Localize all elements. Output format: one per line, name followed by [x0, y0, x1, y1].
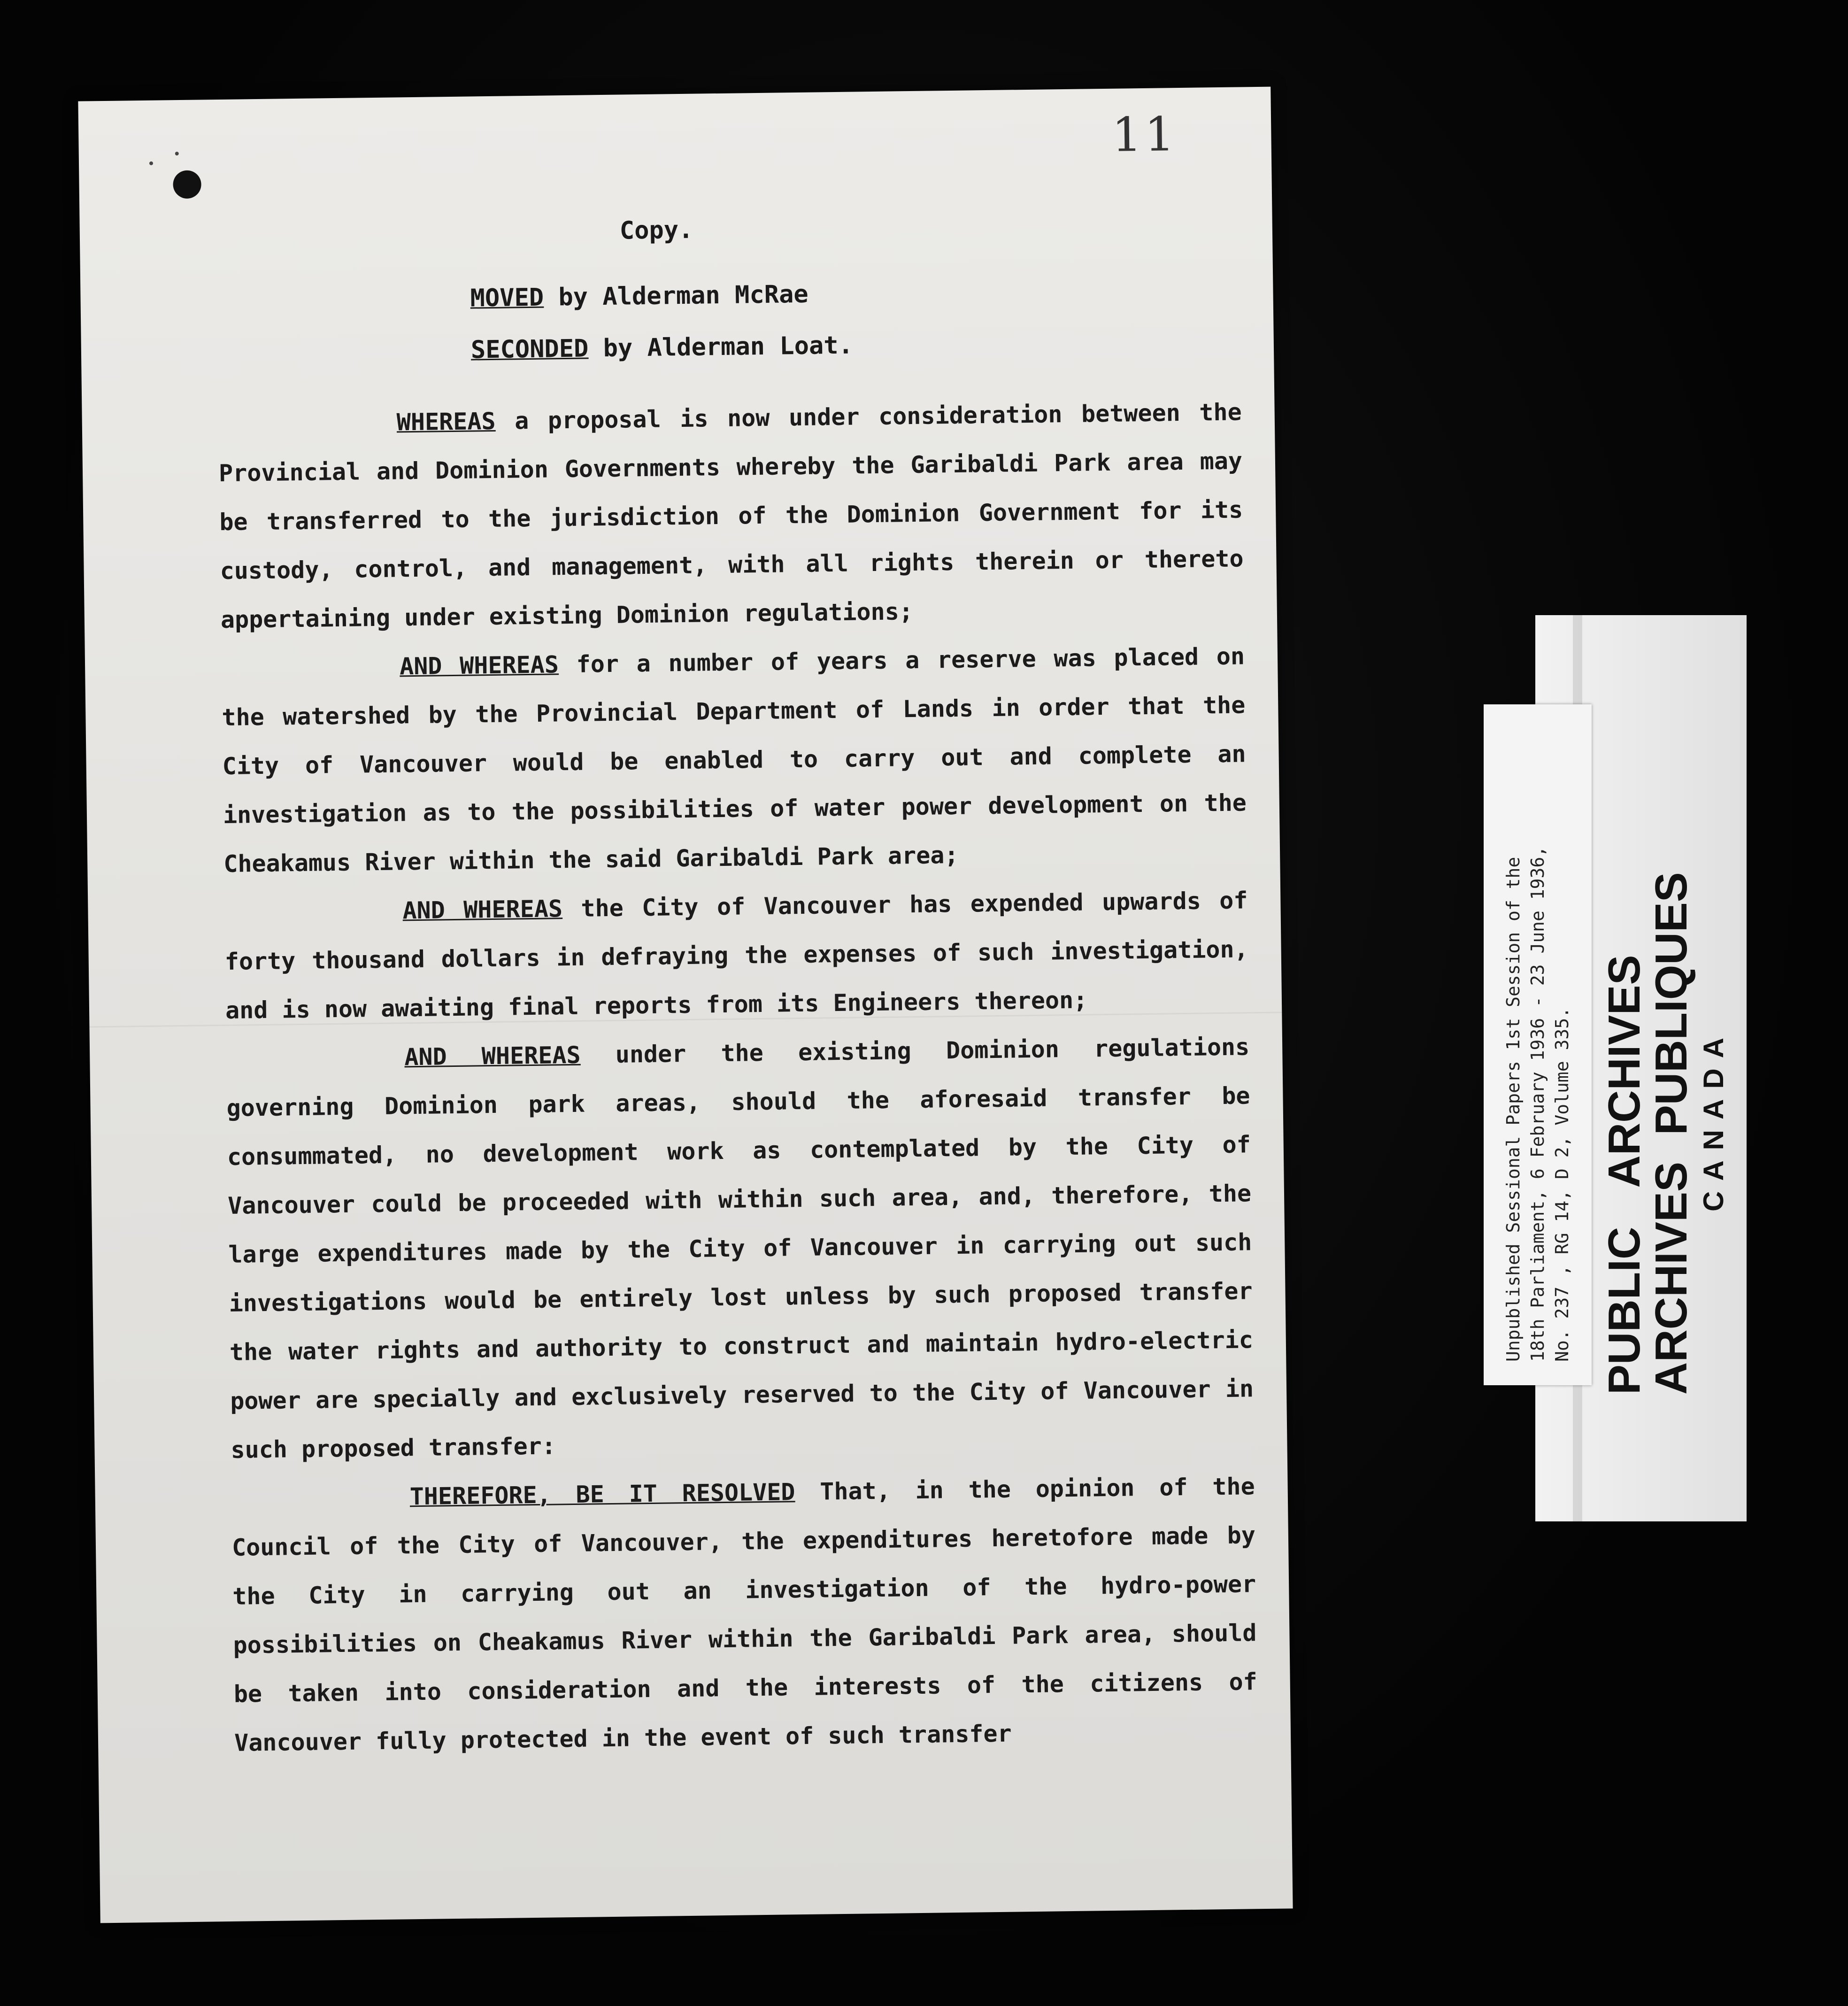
resolved-paragraph: [231, 1462, 1258, 1767]
document-page: [78, 87, 1293, 1923]
seconded-by-name: by Alderman Loat.: [588, 331, 854, 363]
resolution-body: [218, 387, 1258, 1767]
stamp-archives-publiques: ARCHIVES PUBLIQUES: [1646, 872, 1696, 1395]
paragraph-text: a proposal is now under consideration between the Provincial and Dominion Governments whereby the Garibaldi Park area may be transferred to the jurisdiction of the Dominion Government for its custody, control, and management, with all rights therein or thereto appertaining under existing Dominion regulations;: [218, 398, 1244, 634]
punch-hole: [173, 170, 201, 199]
whereas-paragraph-1: [218, 387, 1244, 644]
citation-line: No. 237 , RG 14, D 2, Volume 335.: [1552, 1007, 1572, 1362]
stamp-public-archives: PUBLIC ARCHIVES: [1599, 955, 1649, 1395]
paragraph-lead: WHEREAS: [396, 407, 496, 436]
citation-line: 18th Parliament, 6 February 1936 - 23 June 1936,: [1527, 846, 1548, 1362]
paragraph-lead: AND WHEREAS: [404, 1041, 581, 1071]
paragraph-text: under the existing Dominion regulations governing Dominion park areas, should the aforesaid transfer be consummated, no development work as contemplated by the City of Vancouver could be proceeded with within such area, and, therefore, the large expenditures made by the City of Vancouver in carrying out such investigations would be entirely lost unless by such proposed transfer the water rights and authority to construct and maintain hydro-electric power are specially and exclusively reserved to the City of Vancouver in such proposed transfer:: [226, 1033, 1254, 1464]
paper-speck: [149, 162, 153, 165]
copy-label: Copy.: [619, 216, 693, 245]
moved-by-line: [470, 280, 808, 313]
paragraph-text: for a number of years a reserve was placed on the watershed by the Provincial Department of Lands in order that the City of Vancouver would be enabled to carry out and complete an investigation as to the possibilities of water power development on the Cheakamus River within the said Garibaldi Park area;: [222, 642, 1247, 878]
page-number: 11: [1111, 107, 1178, 162]
paragraph-lead: THEREFORE, BE IT RESOLVED: [409, 1478, 795, 1511]
paragraph-text: That, in the opinion of the Council of the City of Vancouver, the expenditures heretofore made by the City in carrying out an investigation of the hydro-power possibilities on Cheakamus River within the Garibaldi Park area, should be taken into consideration and the interests of the citizens of Vancouver fully protected in the event of such transfer: [231, 1473, 1258, 1757]
paragraph-lead: AND WHEREAS: [399, 651, 559, 680]
archives-stamp: [1601, 737, 1732, 1395]
moved-label: MOVED: [470, 283, 544, 313]
citation-slip: [1484, 704, 1592, 1385]
stamp-canada: CANADA: [1698, 1027, 1729, 1211]
paper-speck: [175, 152, 179, 155]
seconded-label: SECONDED: [470, 334, 589, 364]
paragraph-text: the City of Vancouver has expended upwards of forty thousand dollars in defraying the expenses of such investigation, and is now awaiting final reports from its Engineers thereon;: [224, 887, 1248, 1024]
citation-text: [1501, 728, 1574, 1362]
whereas-paragraph-4: [226, 1022, 1255, 1474]
citation-line: Unpublished Sessional Papers 1st Session of the: [1503, 856, 1524, 1362]
paragraph-lead: AND WHEREAS: [402, 895, 563, 925]
seconded-by-line: [471, 332, 854, 364]
whereas-paragraph-3: [224, 876, 1249, 1035]
whereas-paragraph-2: [221, 632, 1247, 888]
moved-by-name: by Alderman McRae: [543, 280, 808, 312]
